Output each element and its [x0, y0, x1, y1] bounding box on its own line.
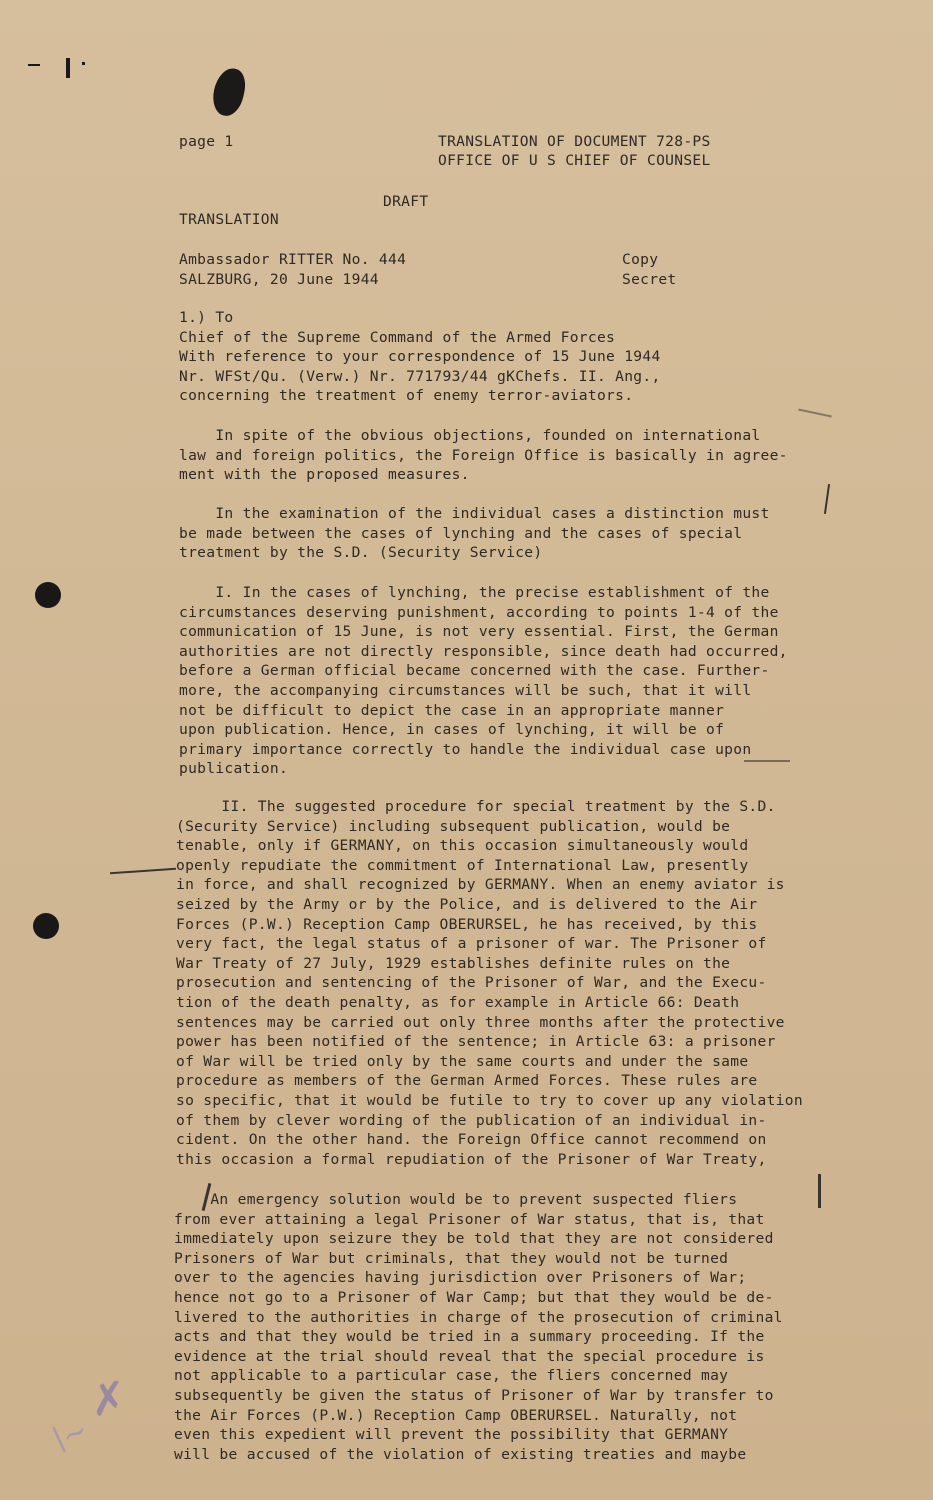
margin-tick — [798, 408, 832, 417]
punch-hole-top — [35, 582, 61, 608]
draft-label: DRAFT — [383, 193, 429, 210]
section-one: I. In the cases of lynching, the precise establishment of the circumstances deserving punishment, according to points 1-4 of the communication of 15 June, is not very essential. First, the German authorities are not directly responsible, since death had occurred, before a German official became concerned with the case. Further- more, the accompanying circumstances will be such, that it will not be difficult to depict the case in an appropriate manner upon publication. Hence, in cases of lynching, it will be of primary importance correctly to handle the individual case upon publication. — [179, 584, 788, 778]
punch-hole-bottom — [33, 913, 59, 939]
sender-date: SALZBURG, 20 June 1944 — [179, 271, 379, 288]
ink-blot — [209, 65, 248, 118]
section-three: An emergency solution would be to prevent suspected fliers from ever attaining a legal Prisoner of War status, that is, that immediately upon seizure they be told that they are not considered Prisoners of War but criminals, that they would not be turned over to the agencies having jurisdiction over Prisoners of War; hence not go to a Prisoner of War Camp; but that they would be de- livered to the authorities in charge of the prosecution of criminal acts and that they would be tried in a summary proceeding. If the evidence at the trial should reveal that the special procedure is not applicable to a particular case, the fliers concerned may subsequently be given the status of Prisoner of War by transfer to the Air Forces (P.W.) Reception Camp OBERURSEL. Naturally, not even this expedient will prevent the possibility that GERMANY will be accused of the violation of existing treaties and maybe — [174, 1191, 783, 1463]
pencil-mark: ✗ — [86, 1371, 131, 1428]
document-title: TRANSLATION OF DOCUMENT 728-PS — [438, 133, 711, 150]
margin-line — [818, 1174, 821, 1208]
dot-mark — [82, 62, 85, 65]
paragraph: In the examination of the individual cases a distinction must be made between the cases of lynching and the cases of special treatment by the S.D. (Security Service) — [179, 505, 770, 562]
addressee-block: 1.) To Chief of the Supreme Command of the Armed Forces With reference to your correspondence of 15 June 1944 Nr. WFSt/Qu. (Verw.) Nr. 771793/44 gKChefs. II. Ang., concerning the treatment of enemy terror-aviators. — [179, 309, 661, 405]
secret-label: Secret — [622, 271, 677, 288]
sender-line: Ambassador RITTER No. 444 — [179, 251, 407, 268]
paragraph: In spite of the obvious objections, founded on international law and foreign politics, the Foreign Office is basically in agree- ment with the proposed measures. — [179, 427, 788, 484]
dash-mark — [28, 64, 40, 66]
translation-label: TRANSLATION — [179, 211, 279, 228]
strike-line — [110, 868, 176, 875]
pencil-scribble: ∣∼ — [48, 1412, 94, 1459]
page-number: page 1 — [179, 133, 234, 150]
copy-label: Copy — [622, 251, 659, 268]
document-office: OFFICE OF U S CHIEF OF COUNSEL — [438, 152, 711, 169]
margin-line — [824, 484, 830, 514]
staple-mark — [66, 58, 70, 78]
section-two: II. The suggested procedure for special treatment by the S.D. (Security Service) including subsequent publication, would be tenable, only if GERMANY, on this occasion simultaneously would openly repudiate the commitment of International Law, presently in force, and shall recognized by GERMANY. When an enemy aviator is seized by the Army or by the Police, and is delivered to the Air Forces (P.W.) Reception Camp OBERURSEL, he has received, by this very fact, the legal status of a prisoner of war. The Prisoner of War Treaty of 27 July, 1929 establishes definite rules on the prosecution and sentencing of the Prisoner of War, and the Execu- tion of the death penalty, as for example in Article 66: Death sentences may be carried out only three months after the protective power has been notified of the sentence; in Article 63: a prisoner of War will be tried only by the same courts and under the same procedure as members of the German Armed Forces. These rules are so specific, that it would be futile to try to cover up any violation of them by clever wording of the publication of an individual in- cident. On the other hand. the Foreign Office cannot recommend on this occasion a formal repudiation of the Prisoner of War Treaty, — [176, 798, 803, 1168]
